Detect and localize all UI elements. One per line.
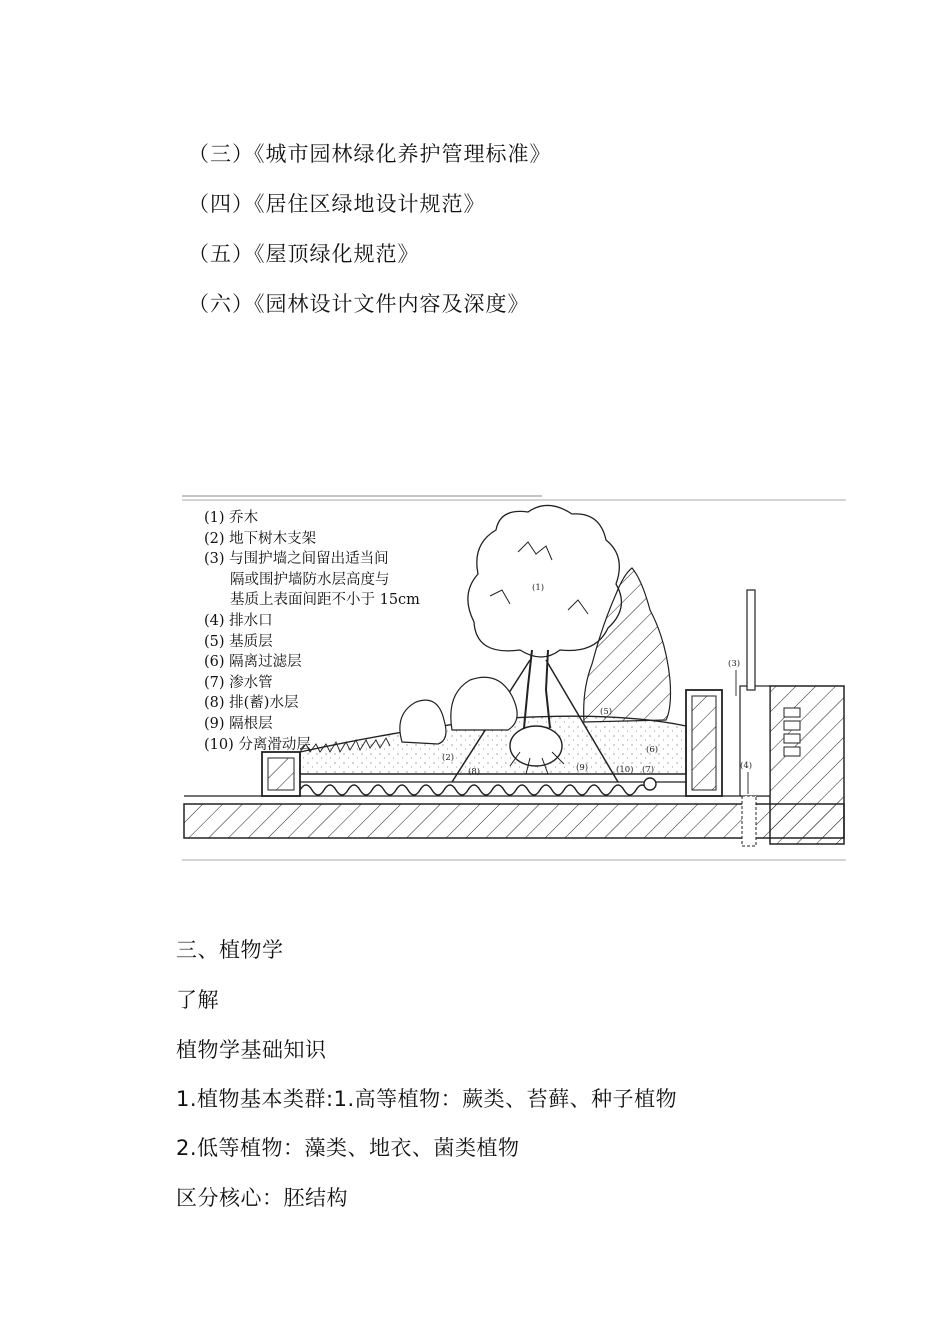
legend-item-2: (2) 地下树木支架 [204, 530, 317, 547]
legend-item-10: (10) 分离滑动层 [204, 736, 311, 753]
reference-item-3: （三）《城市园林绿化养护管理标准》 [188, 142, 552, 166]
parapet-opening [740, 686, 770, 796]
legend-item-3: (3) 与围护墙之间留出适当间 [204, 551, 389, 568]
vent-1 [784, 708, 800, 717]
reference-item-5: （五）《屋顶绿化规范》 [188, 242, 420, 266]
callout-4: (4) [740, 761, 753, 771]
legend-item-5: (5) 基质层 [204, 633, 273, 650]
legend-item-6: (6) 隔离过滤层 [204, 654, 302, 671]
vent-4 [784, 747, 800, 756]
drainage-layer [300, 785, 648, 795]
waterproof-upstand [747, 590, 755, 690]
section-topic: 植物学基础知识 [176, 1038, 327, 1062]
section-line-3: 区分核心：胚结构 [176, 1186, 348, 1210]
roof-garden-section-diagram [180, 490, 846, 866]
legend-item-7: (7) 渗水管 [204, 674, 273, 691]
legend-item-1: (1) 乔木 [204, 510, 259, 526]
reference-item-6: （六）《园林设计文件内容及深度》 [188, 292, 530, 316]
legend-item-9: (9) 隔根层 [204, 715, 273, 732]
left-curb-inner [268, 758, 294, 790]
legend-item-3-line-2: 隔或围护墙防水层高度与 [230, 571, 390, 588]
diagram-legend [204, 508, 420, 755]
drain-pipe [742, 796, 756, 846]
section-heading: 三、植物学 [176, 938, 284, 962]
legend-item-4: (4) 排水口 [204, 612, 273, 629]
vent-2 [784, 721, 800, 730]
tree-canopy [468, 505, 622, 657]
callout-7: (7) [642, 765, 655, 775]
section-line-1: 1.植物基本类群:1.高等植物：蕨类、苔藓、种子植物 [176, 1087, 678, 1111]
callout-8: (8) [468, 767, 481, 777]
root-ball [510, 726, 562, 766]
parapet-wall [770, 686, 844, 844]
callout-5: (5) [600, 707, 613, 717]
callout-3: (3) [728, 659, 741, 669]
callout-1: (1) [532, 583, 545, 593]
seepage-pipe [644, 778, 656, 790]
shrub-middle [451, 677, 517, 730]
section-line-2: 2.低等植物：藻类、地衣、菌类植物 [176, 1136, 520, 1160]
callout-10: (10) [616, 765, 634, 775]
legend-item-8: (8) 排(蓄)水层 [204, 695, 299, 712]
section-level: 了解 [176, 988, 219, 1012]
vent-3 [784, 734, 800, 743]
callout-6: (6) [646, 745, 659, 755]
legend-item-3-line-3: 基质上表面间距不小于 15cm [230, 592, 420, 609]
callout-2: (2) [442, 753, 455, 763]
right-curb-inner [692, 696, 716, 790]
reference-item-4: （四）《居住区绿地设计规范》 [188, 192, 486, 216]
callout-9: (9) [576, 763, 589, 773]
